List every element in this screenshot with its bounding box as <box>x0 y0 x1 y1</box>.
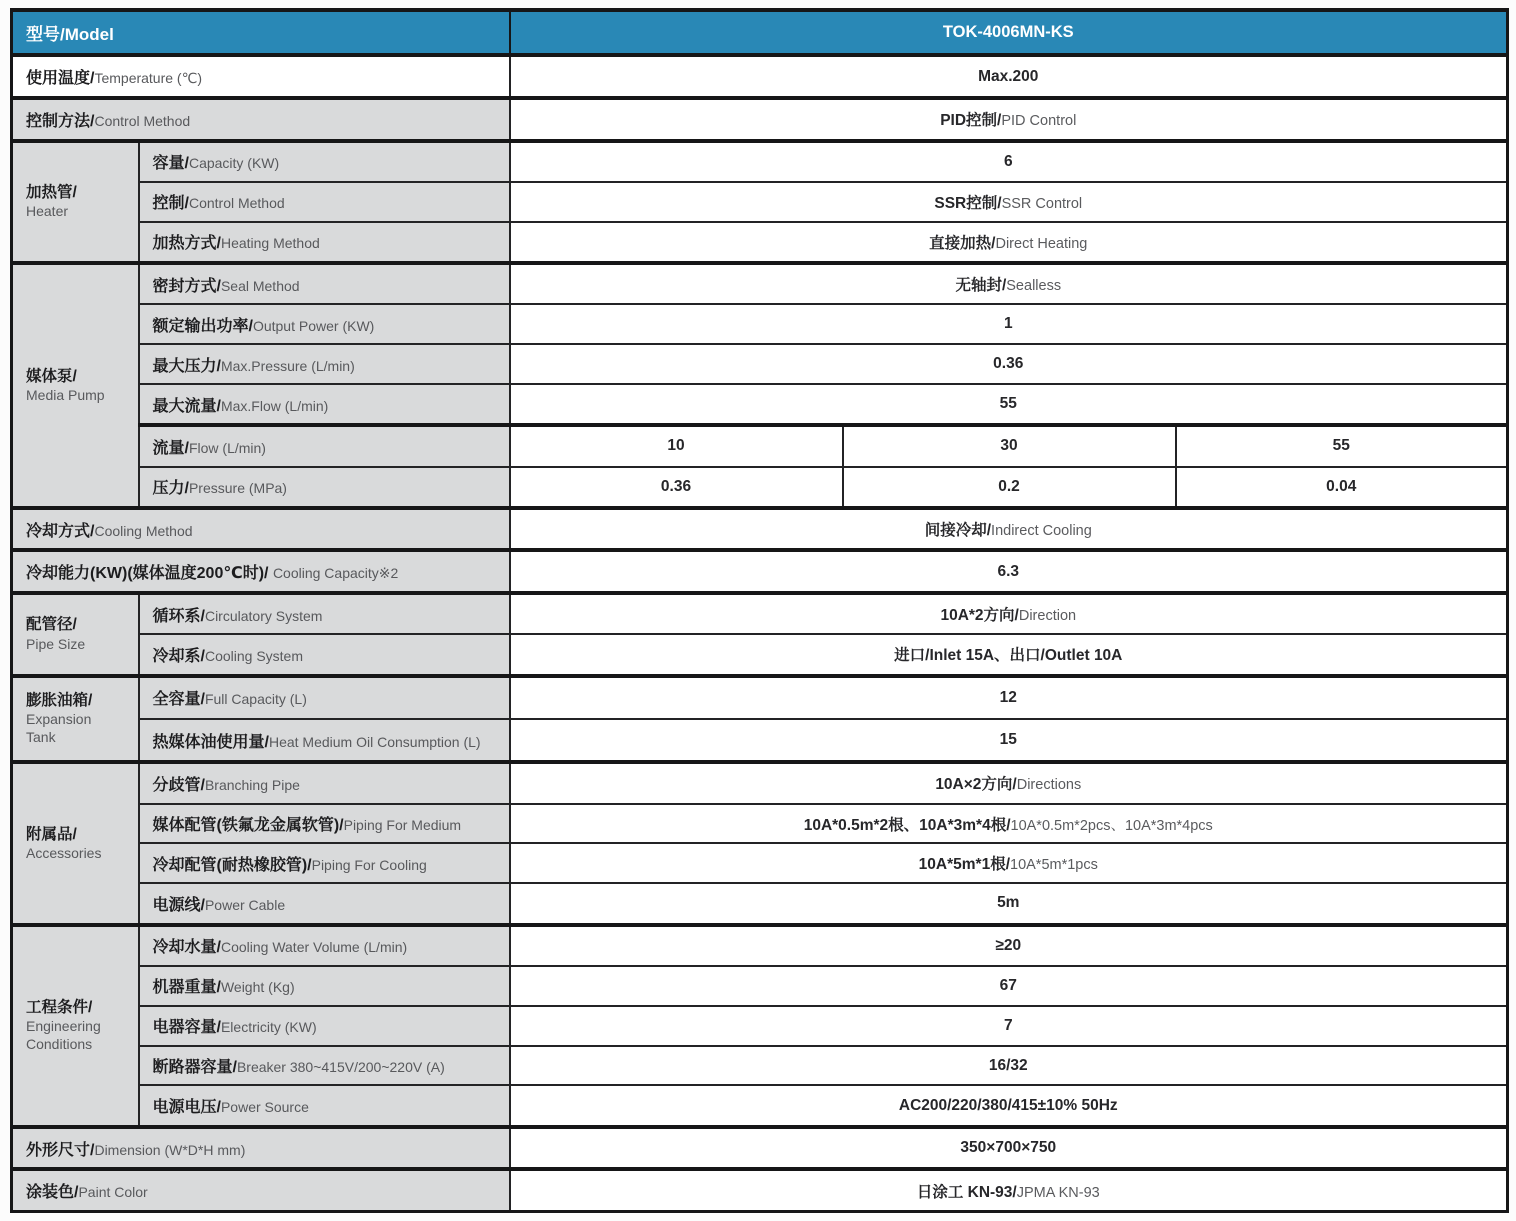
table-row <box>12 467 1508 508</box>
value-cell <box>510 804 1508 844</box>
value-cell <box>510 719 1508 762</box>
label-cell <box>139 384 510 425</box>
group-label-en: Expansion Tank <box>26 711 92 745</box>
table-row <box>12 804 1508 844</box>
value-primary: 无轴封/ <box>955 277 1007 295</box>
value-primary: TOK-4006MN-KS <box>942 23 1074 42</box>
table-row <box>12 263 1508 304</box>
label-cell <box>12 550 510 593</box>
value-cell <box>843 425 1176 466</box>
value-primary: 10A×2方向/ <box>935 776 1017 794</box>
value-cell <box>510 182 1508 222</box>
label-cell <box>139 425 510 466</box>
group-label-en: Engineering Conditions <box>26 1018 101 1052</box>
label-en: Seal Method <box>220 277 300 294</box>
value-primary: 0.36 <box>993 355 1024 373</box>
group-label-zh: 附属品/ <box>26 825 77 843</box>
value-primary: 1 <box>1003 315 1013 333</box>
value-primary: ≥20 <box>995 936 1022 954</box>
value-cell <box>510 1046 1508 1086</box>
group-label-zh: 配管径/ <box>26 616 77 634</box>
table-row <box>12 925 1508 966</box>
table-row <box>12 593 1508 634</box>
value-primary: AC200/220/380/415±10% 50Hz <box>898 1096 1118 1114</box>
value-primary: 0.2 <box>998 477 1020 495</box>
value-primary: 16/32 <box>988 1056 1028 1074</box>
label-cell <box>139 304 510 344</box>
value-secondary: 10A*5m*1pcs <box>1010 857 1098 874</box>
value-secondary: 10A*0.5m*2pcs、10A*3m*4pcs <box>1010 817 1213 834</box>
value-primary: 10A*2方向/ <box>940 607 1019 625</box>
label-zh: 电器容量/ <box>152 1019 221 1037</box>
label-zh: 额定输出功率/ <box>152 317 253 335</box>
label-cell <box>139 182 510 222</box>
value-primary: 55 <box>999 395 1017 413</box>
group-label-zh: 工程条件/ <box>26 999 93 1017</box>
label-cell <box>139 593 510 634</box>
label-zh: 电源线/ <box>152 896 205 914</box>
value-primary: 7 <box>1003 1016 1013 1034</box>
value-cell <box>510 843 1508 883</box>
value-primary: 0.36 <box>660 477 692 495</box>
label-zh: 冷却能力(KW)(媒体温度200℃时)/ <box>26 565 273 583</box>
value-primary: 直接加热/ <box>929 234 996 252</box>
label-en: Cooling System <box>204 647 303 664</box>
value-cell <box>510 222 1508 263</box>
label-zh: 外形尺寸/ <box>26 1141 95 1159</box>
table-row <box>12 1127 1508 1170</box>
label-en: Breaker 380~415V/200~220V (A) <box>236 1059 445 1076</box>
value-secondary: SSR Control <box>1001 195 1083 212</box>
table-row <box>12 966 1508 1006</box>
label-en: Cooling Method <box>94 522 193 539</box>
label-en: Output Power (KW) <box>252 317 375 334</box>
table-row <box>12 1006 1508 1046</box>
label-zh: 使用温度/ <box>26 70 95 88</box>
label-zh: 控制/ <box>152 195 189 213</box>
table-row <box>12 1085 1508 1126</box>
value-cell <box>510 550 1508 593</box>
label-en: Max.Pressure (L/min) <box>220 357 355 374</box>
table-row <box>12 676 1508 719</box>
label-cell <box>139 1085 510 1126</box>
value-cell <box>510 966 1508 1006</box>
label-cell <box>139 925 510 966</box>
label-zh: 容量/ <box>152 155 189 173</box>
value-cell <box>510 141 1508 182</box>
label-zh: 控制方法/ <box>26 112 95 130</box>
label-cell <box>139 344 510 384</box>
value-cell <box>510 1006 1508 1046</box>
label-zh: 冷却系/ <box>152 647 205 665</box>
value-primary: 15 <box>999 731 1017 749</box>
label-zh: 循环系/ <box>152 607 205 625</box>
label-en: Max.Flow (L/min) <box>220 397 329 414</box>
group-label-en: Pipe Size <box>26 635 86 652</box>
group-cell <box>12 676 139 763</box>
value-primary: Max.200 <box>978 67 1039 85</box>
value-cell <box>510 1127 1508 1170</box>
label-zh: 机器重量/ <box>152 979 221 997</box>
table-row <box>12 1046 1508 1086</box>
value-primary: 日涂工 KN-93/ <box>916 1183 1017 1201</box>
table-row <box>12 1169 1508 1211</box>
label-cell <box>139 966 510 1006</box>
label-zh: 热媒体油使用量/ <box>152 733 269 751</box>
label-cell <box>12 508 510 551</box>
label-zh: 密封方式/ <box>152 277 221 295</box>
label-en: Heat Medium Oil Consumption (L) <box>268 733 481 750</box>
label-en: Circulatory System <box>204 607 323 624</box>
value-primary: 10A*5m*1根/ <box>918 856 1010 874</box>
label-en: Power Source <box>220 1099 309 1116</box>
label-zh: 压力/ <box>152 480 189 498</box>
table-row <box>12 508 1508 551</box>
value-primary: 0.04 <box>1326 477 1357 495</box>
label-cell <box>139 141 510 182</box>
label-cell <box>139 467 510 508</box>
value-primary: SSR控制/ <box>934 194 1002 212</box>
label-cell <box>139 804 510 844</box>
table-row <box>12 55 1508 98</box>
label-zh: 冷却方式/ <box>26 522 95 540</box>
value-cell <box>510 263 1508 304</box>
value-primary: 6 <box>1003 152 1013 170</box>
label-en: Dimension (W*D*H mm) <box>94 1141 246 1158</box>
value-primary: 12 <box>999 688 1017 706</box>
value-cell <box>843 467 1176 508</box>
group-cell <box>12 762 139 924</box>
label-en: Capacity (KW) <box>188 155 280 172</box>
value-primary: 进口/Inlet 15A、出口/Outlet 10A <box>894 647 1123 665</box>
label-zh: 冷却配管(耐热橡胶管)/ <box>152 856 312 874</box>
value-secondary: PID Control <box>1001 113 1077 130</box>
value-cell <box>510 634 1508 675</box>
value-secondary: Direction <box>1018 608 1077 625</box>
value-primary: 间接冷却/ <box>924 522 992 540</box>
value-primary: 67 <box>999 976 1017 994</box>
value-cell <box>1176 425 1508 466</box>
value-primary: PID控制/ <box>940 112 1002 130</box>
label-en: Full Capacity (L) <box>204 691 307 708</box>
value-primary: 350×700×750 <box>960 1139 1057 1157</box>
value-primary: 5m <box>997 894 1020 912</box>
value-cell <box>510 1085 1508 1126</box>
value-cell <box>510 384 1508 425</box>
label-cell <box>139 1046 510 1086</box>
group-label-en: Heater <box>26 203 69 220</box>
value-cell <box>510 467 843 508</box>
spec-table <box>10 8 1509 1213</box>
label-en: Control Method <box>94 112 191 129</box>
value-secondary: Directions <box>1016 777 1082 794</box>
group-cell <box>12 263 139 508</box>
value-primary: 6.3 <box>997 562 1020 580</box>
value-primary: 55 <box>1332 437 1350 455</box>
group-label-en: Media Pump <box>26 386 105 403</box>
table-row <box>12 425 1508 466</box>
label-cell <box>12 55 510 98</box>
label-en: Cooling Water Volume (L/min) <box>220 939 408 956</box>
value-secondary: Direct Heating <box>995 235 1088 252</box>
label-cell <box>12 1127 510 1170</box>
label-cell <box>139 843 510 883</box>
label-zh: 加热方式/ <box>152 235 221 253</box>
label-zh: 流量/ <box>152 439 189 457</box>
value-cell <box>510 883 1508 924</box>
value-cell <box>510 593 1508 634</box>
value-primary: 10A*0.5m*2根、10A*3m*4根/ <box>803 816 1011 834</box>
label-cell <box>139 263 510 304</box>
label-zh: 型号/ <box>26 25 65 45</box>
table-row <box>12 304 1508 344</box>
label-en: Temperature (℃) <box>94 70 202 87</box>
label-cell <box>139 719 510 762</box>
value-primary: 30 <box>1000 437 1018 455</box>
label-en: Piping For Medium <box>343 817 462 834</box>
label-zh: 媒体配管(铁氟龙金属软管)/ <box>152 817 344 835</box>
spec-table-body <box>12 10 1508 1212</box>
label-zh: 最大流量/ <box>152 397 221 415</box>
table-row <box>12 344 1508 384</box>
value-secondary: Indirect Cooling <box>991 523 1092 540</box>
value-primary: 10 <box>667 437 685 455</box>
label-en: Branching Pipe <box>204 776 300 793</box>
label-en: Pressure (MPa) <box>188 480 287 497</box>
value-cell <box>510 304 1508 344</box>
label-en: Weight (Kg) <box>220 979 295 996</box>
label-cell <box>12 1169 510 1211</box>
label-en: Control Method <box>188 195 285 212</box>
table-row <box>12 222 1508 263</box>
group-label-zh: 加热管/ <box>26 183 77 201</box>
value-secondary: Sealless <box>1006 278 1062 295</box>
value-cell <box>510 762 1508 803</box>
group-label-en: Accessories <box>26 844 102 861</box>
label-cell <box>12 10 510 55</box>
group-label-zh: 媒体泵/ <box>26 367 77 385</box>
group-cell <box>12 925 139 1127</box>
label-cell <box>139 676 510 719</box>
label-zh: 电源电压/ <box>152 1099 221 1117</box>
label-en: Piping For Cooling <box>311 856 427 873</box>
label-en: Power Cable <box>204 896 286 913</box>
value-cell <box>510 508 1508 551</box>
group-cell <box>12 141 139 263</box>
value-cell <box>510 925 1508 966</box>
label-cell <box>139 883 510 924</box>
label-en: Heating Method <box>220 235 320 252</box>
table-row <box>12 10 1508 55</box>
table-row <box>12 384 1508 425</box>
label-en: Paint Color <box>78 1184 148 1201</box>
value-cell <box>510 98 1508 141</box>
value-cell <box>510 55 1508 98</box>
label-cell <box>12 98 510 141</box>
table-row <box>12 843 1508 883</box>
label-cell <box>139 222 510 263</box>
table-row <box>12 98 1508 141</box>
label-cell <box>139 762 510 803</box>
label-zh: 全容量/ <box>152 691 205 709</box>
label-en: Model <box>64 25 114 45</box>
label-zh: 冷却水量/ <box>152 939 221 957</box>
label-zh: 涂装色/ <box>26 1184 79 1202</box>
value-cell <box>510 10 1508 55</box>
label-cell <box>139 1006 510 1046</box>
group-label-zh: 膨胀油箱/ <box>26 692 93 710</box>
value-cell <box>1176 467 1508 508</box>
table-row <box>12 182 1508 222</box>
table-row <box>12 762 1508 803</box>
value-cell <box>510 344 1508 384</box>
table-row <box>12 634 1508 675</box>
value-cell <box>510 1169 1508 1211</box>
value-secondary: JPMA KN-93 <box>1016 1184 1100 1201</box>
label-cell <box>139 634 510 675</box>
table-row <box>12 719 1508 762</box>
group-cell <box>12 593 139 676</box>
label-zh: 最大压力/ <box>152 357 221 375</box>
value-cell <box>510 676 1508 719</box>
table-row <box>12 141 1508 182</box>
label-en: Flow (L/min) <box>188 439 266 456</box>
value-cell <box>510 425 843 466</box>
label-zh: 断路器容量/ <box>152 1059 237 1077</box>
table-row <box>12 550 1508 593</box>
table-row <box>12 883 1508 924</box>
label-en: Electricity (KW) <box>220 1019 317 1036</box>
label-en: Cooling Capacity※2 <box>272 565 399 582</box>
label-zh: 分歧管/ <box>152 776 205 794</box>
